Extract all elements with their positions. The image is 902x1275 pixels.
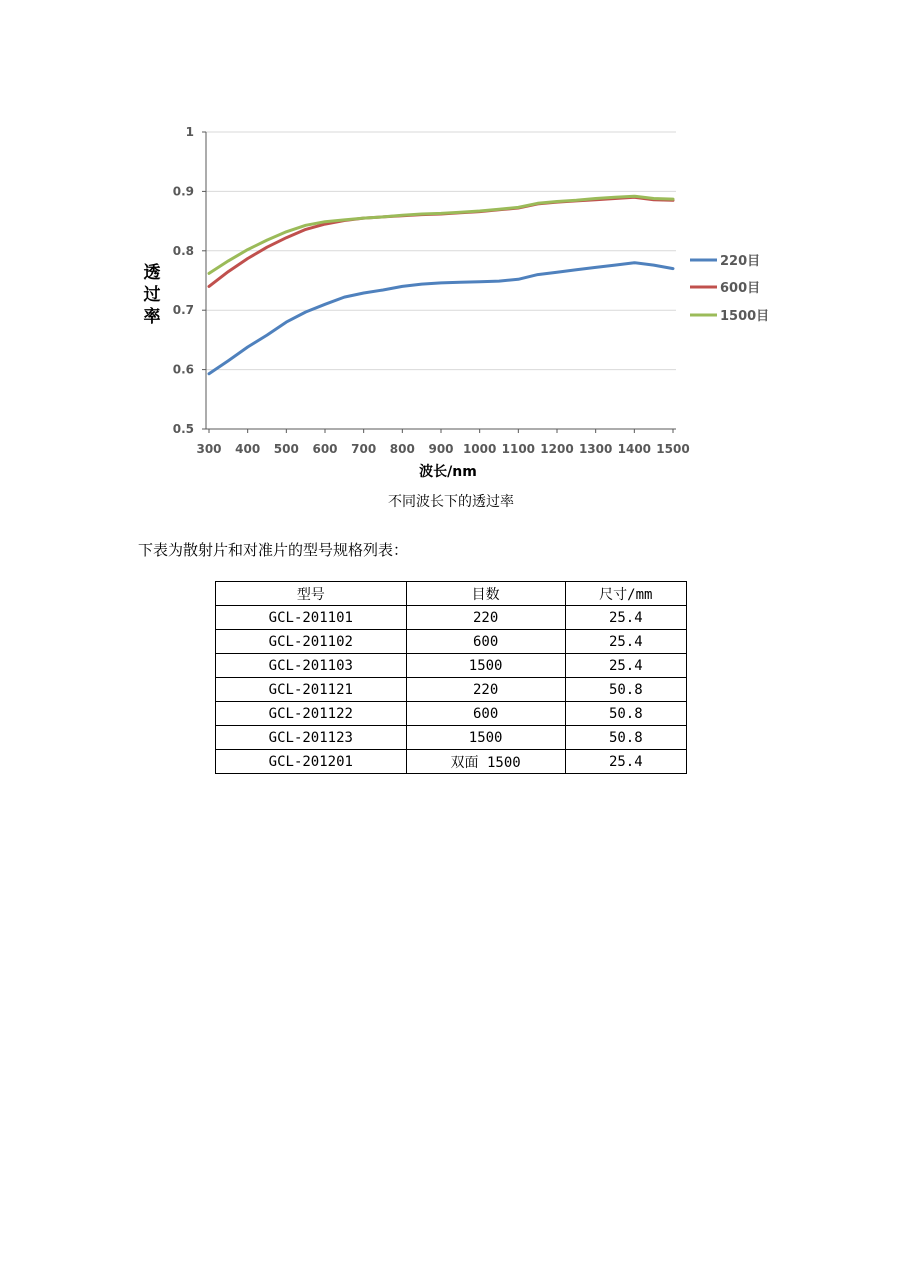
series-line-0 bbox=[209, 263, 673, 374]
table-header-row bbox=[216, 582, 687, 606]
x-tick-label: 1300 bbox=[578, 442, 613, 456]
x-tick-label: 700 bbox=[351, 442, 377, 456]
cell-size: 25.4 bbox=[565, 750, 686, 774]
y-tick-label: 0.8 bbox=[172, 243, 194, 258]
x-tick-label: 1000 bbox=[462, 442, 497, 456]
table-row bbox=[216, 702, 687, 726]
cell-mesh: 1500 bbox=[406, 654, 565, 678]
x-tick-label: 1400 bbox=[617, 442, 652, 456]
x-tick-label: 1200 bbox=[540, 442, 574, 456]
y-tick-label: 1 bbox=[185, 125, 194, 139]
cell-model: GCL-201103 bbox=[216, 654, 407, 678]
legend-label: 220目 bbox=[720, 254, 761, 269]
cell-model: GCL-201101 bbox=[216, 606, 407, 630]
cell-size: 25.4 bbox=[565, 654, 686, 678]
chart-axes bbox=[173, 125, 690, 456]
x-tick-label: 900 bbox=[428, 442, 454, 456]
spec-table bbox=[215, 581, 687, 774]
cell-size: 50.8 bbox=[565, 726, 686, 750]
cell-size: 25.4 bbox=[565, 606, 686, 630]
table-row bbox=[216, 606, 687, 630]
cell-mesh: 220 bbox=[406, 606, 565, 630]
cell-model: GCL-201121 bbox=[216, 678, 407, 702]
header-size: 尺寸/mm bbox=[565, 582, 686, 606]
cell-mesh: 双面 1500 bbox=[406, 750, 565, 774]
y-axis-label: 透 bbox=[143, 263, 161, 283]
table-row bbox=[216, 750, 687, 774]
y-tick-label: 0.5 bbox=[172, 422, 194, 436]
chart-legend bbox=[690, 254, 769, 324]
header-mesh: 目数 bbox=[406, 582, 565, 606]
cell-size: 25.4 bbox=[565, 630, 686, 654]
table-row bbox=[216, 678, 687, 702]
table-row bbox=[216, 654, 687, 678]
series-line-1 bbox=[209, 197, 673, 286]
cell-size: 50.8 bbox=[565, 702, 686, 726]
cell-mesh: 600 bbox=[406, 702, 565, 726]
x-tick-label: 800 bbox=[389, 442, 415, 456]
table-row bbox=[216, 630, 687, 654]
x-tick-label: 500 bbox=[273, 442, 299, 456]
x-tick-label: 1500 bbox=[656, 442, 690, 456]
series-line-2 bbox=[209, 196, 673, 273]
x-axis-label: 波长/nm bbox=[419, 464, 477, 480]
cell-mesh: 220 bbox=[406, 678, 565, 702]
cell-model: GCL-201201 bbox=[216, 750, 407, 774]
table-row bbox=[216, 726, 687, 750]
x-tick-label: 1100 bbox=[501, 442, 536, 456]
chart-series bbox=[209, 196, 673, 374]
x-tick-label: 300 bbox=[196, 442, 222, 456]
cell-size: 50.8 bbox=[565, 678, 686, 702]
intro-text: 下表为散射片和对准片的型号规格列表： bbox=[138, 541, 409, 559]
cell-model: GCL-201122 bbox=[216, 702, 407, 726]
chart-gridlines bbox=[206, 132, 676, 370]
y-axis-label: 率 bbox=[143, 307, 161, 327]
cell-mesh: 1500 bbox=[406, 726, 565, 750]
cell-model: GCL-201123 bbox=[216, 726, 407, 750]
header-model: 型号 bbox=[216, 582, 407, 606]
figure-caption: 不同波长下的透过率 bbox=[388, 494, 514, 510]
cell-mesh: 600 bbox=[406, 630, 565, 654]
y-tick-label: 0.6 bbox=[172, 362, 194, 377]
x-tick-label: 600 bbox=[312, 442, 338, 456]
legend-label: 1500目 bbox=[720, 309, 770, 324]
legend-label: 600目 bbox=[720, 281, 761, 296]
x-tick-label: 400 bbox=[235, 442, 261, 456]
y-tick-label: 0.9 bbox=[172, 184, 194, 199]
y-axis-label: 过 bbox=[143, 285, 161, 305]
y-tick-label: 0.7 bbox=[172, 303, 194, 318]
transmittance-chart bbox=[0, 0, 902, 520]
cell-model: GCL-201102 bbox=[216, 630, 407, 654]
